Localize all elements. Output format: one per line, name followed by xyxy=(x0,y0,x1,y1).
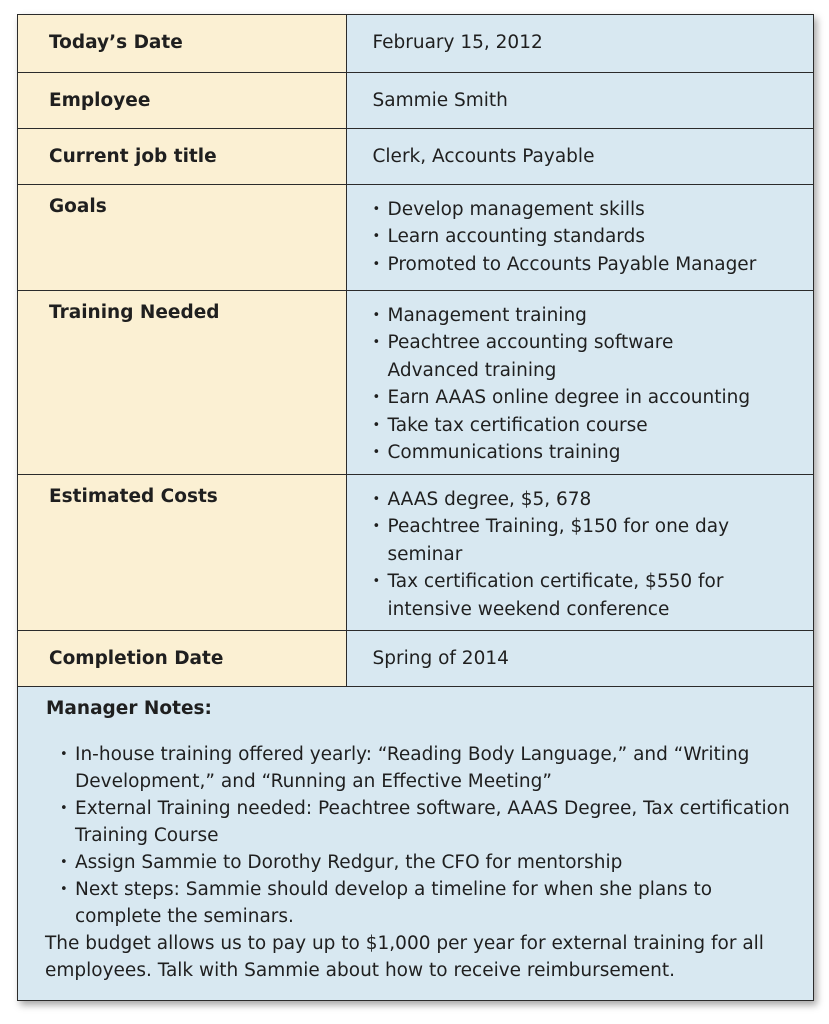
row-completion-date xyxy=(18,630,813,686)
completion-date-label: Completion Date xyxy=(18,630,346,686)
row-goals xyxy=(18,184,813,290)
manager-notes-section xyxy=(18,687,813,984)
manager-notes-heading: Manager Notes: xyxy=(46,697,212,719)
row-estimated-costs xyxy=(18,474,813,630)
completion-date-value: Spring of 2014 xyxy=(346,630,813,686)
employee-value: Sammie Smith xyxy=(346,72,813,128)
employee-label: Employee xyxy=(18,72,346,128)
current-job-title-value: Clerk, Accounts Payable xyxy=(346,128,813,184)
row-todays-date xyxy=(18,15,813,72)
training-item: • Management training xyxy=(373,302,806,330)
goals-label: Goals xyxy=(18,184,346,290)
training-item: • Communications training xyxy=(373,439,806,467)
development-plan-form xyxy=(17,14,814,1001)
estimated-costs-value xyxy=(346,474,813,630)
estimated-costs-list xyxy=(373,486,806,624)
cost-item: • Peachtree Training, $150 for one day seminar xyxy=(373,513,746,568)
training-item: • Take tax certification course xyxy=(373,412,806,440)
todays-date-value: February 15, 2012 xyxy=(346,15,813,72)
training-needed-list xyxy=(373,302,806,467)
row-current-job-title xyxy=(18,128,813,184)
cost-item: • AAAS degree, $5, 678 xyxy=(373,486,746,514)
training-item: • Peachtree accounting software Advanced training xyxy=(373,329,806,384)
goals-item: • Learn accounting standards xyxy=(373,223,806,251)
development-plan-table xyxy=(18,15,813,687)
manager-notes-footer: The budget allows us to pay up to $1,000 per year for external training for all employees. Talk with Sammie about how to receive reimbursement. xyxy=(45,932,764,981)
estimated-costs-label: Estimated Costs xyxy=(18,474,346,630)
training-needed-label: Training Needed xyxy=(18,290,346,474)
training-needed-value xyxy=(346,290,813,474)
current-job-title-label: Current job title xyxy=(18,128,346,184)
goals-value xyxy=(346,184,813,290)
goals-item: • Develop management skills xyxy=(373,196,806,224)
todays-date-label: Today’s Date xyxy=(18,15,346,72)
goals-item: • Promoted to Accounts Payable Manager xyxy=(373,251,806,279)
row-training-needed xyxy=(18,290,813,474)
manager-note-item: • External Training needed: Peachtree software, AAAS Degree, Tax certification Training Course xyxy=(60,795,803,849)
row-employee xyxy=(18,72,813,128)
cost-item: • Tax certification certificate, $550 for intensive weekend conference xyxy=(373,568,746,623)
training-item: • Earn AAAS online degree in accounting xyxy=(373,384,806,412)
manager-notes-list xyxy=(46,741,803,930)
goals-list xyxy=(373,196,806,279)
manager-note-item: • Assign Sammie to Dorothy Redgur, the CFO for mentorship xyxy=(60,849,803,876)
manager-note-item: • In-house training offered yearly: “Reading Body Language,” and “Writing Development,” and “Running an Effective Meeting” xyxy=(60,741,803,795)
manager-note-item: • Next steps: Sammie should develop a timeline for when she plans to complete the seminars. xyxy=(60,876,803,930)
